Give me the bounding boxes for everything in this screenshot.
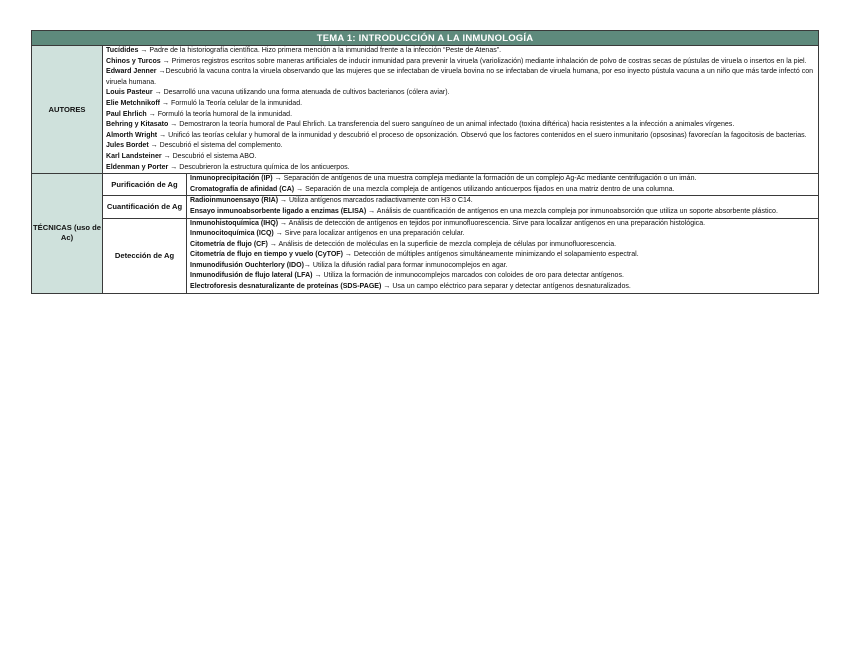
summary-table	[31, 30, 819, 294]
author-entry: Louis Pasteur → Desarrolló una vacuna utilizando una forma atenuada de cultivos bacterianos (cólera aviar).	[106, 89, 450, 97]
technique-entry: Inmunoprecipitación (IP) → Separación de antígenos de una muestra compleja mediante la formación de un complejo Ag-Ac mediante centrifugación o un imán.	[190, 175, 697, 183]
group-label-cuantificacion: Cuantificación de Ag	[103, 196, 187, 218]
autores-row	[32, 46, 819, 174]
author-entry: Chinos y Turcos → Primeros registros escritos sobre maneras artificiales de inducir inmunidad para prevenir la viruela (variolización) mediante inhalación de polvo de costras secas de pústulas de viruela o insertos en la piel.	[106, 57, 807, 65]
tecnicas-row-purificacion	[32, 174, 819, 196]
group-label-deteccion: Detección de Ag	[103, 218, 187, 293]
author-entry: Eldenman y Porter → Descubrieron la estructura química de los anticuerpos.	[106, 163, 350, 171]
tecnicas-row-deteccion	[32, 218, 819, 293]
autores-label: AUTORES	[32, 46, 103, 174]
autores-content	[103, 46, 819, 174]
technique-entry: Cromatografía de afinidad (CA) → Separación de una mezcla compleja de antígenos utilizando anticuerpos fijados en una matriz dentro de una columna.	[190, 185, 675, 193]
group-label-purificacion: Purificación de Ag	[103, 174, 187, 196]
author-entry: Edward Jenner →Descubrió la vacuna contra la viruela observando que las mujeres que se infectaban de viruela bovina no se infectaban de viruela humana, por eso inyecto pústula vacuna a un niño que más tarde infectó con viruela humana.	[106, 68, 814, 86]
tecnicas-label: TÉCNICAS (uso de Ac)	[32, 174, 103, 294]
group-content-cuantificacion	[187, 196, 819, 218]
group-content-purificacion	[187, 174, 819, 196]
technique-entry: Inmunodifusión de flujo lateral (LFA) → Utiliza la formación de inmunocomplejos marcados con coloides de oro para detectar antígenos.	[190, 272, 624, 280]
technique-entry: Inmunocitoquímica (ICQ) → Sirve para localizar antígenos en una preparación celular.	[190, 230, 465, 238]
technique-entry: Inmunodifusión Ouchterlory (IDO)→ Utiliza la difusión radial para formar inmunocomplejos en agar.	[190, 261, 508, 269]
technique-entry: Inmunohistoquímica (IHQ) → Análisis de detección de antígenos en tejidos por inmunofluorescencia. Sirve para localizar antígenos en una preparación histológica.	[190, 219, 706, 227]
author-entry: Almorth Wright → Unificó las teorías celular y humoral de la inmunidad y descubrió el proceso de opsonización. Observó que los factores contenidos en el suero inmunitario (opsosinas) favorecían la fagocitosis de bacterias.	[106, 131, 807, 139]
technique-entry: Ensayo inmunoabsorbente ligado a enzimas (ELISA) → Análisis de cuantificación de antígenos en una mezcla compleja por inmunoabsorción que utiliza un soporte absorbente plástico.	[190, 207, 778, 215]
author-entry: Tucídides → Padre de la historiografía científica. Hizo primera mención a la inmunidad frente a la infección “Peste de Atenas”.	[106, 47, 502, 54]
author-entry: Paul Ehrlich → Formuló la teoría humoral de la inmunidad.	[106, 110, 293, 118]
group-content-deteccion	[187, 218, 819, 293]
technique-entry: Radioinmunoensayo (RIA) → Utiliza antígenos marcados radiactivamente con H3 o C14.	[190, 197, 473, 205]
author-entry: Jules Bordet → Descubrió el sistema del complemento.	[106, 142, 283, 150]
author-entry: Elie Metchnikoff → Formuló la Teoría celular de la inmunidad.	[106, 99, 303, 107]
technique-entry: Citometría de flujo (CF) → Análisis de detección de moléculas en la superficie de mezcla compleja de células por inmunofluorescencia.	[190, 240, 617, 248]
tecnicas-row-cuantificacion	[32, 196, 819, 218]
table-title: TEMA 1: INTRODUCCIÓN A LA INMUNOLOGÍA	[32, 31, 819, 46]
technique-entry: Electroforesis desnaturalizante de proteínas (SDS-PAGE) → Usa un campo eléctrico para separar y detectar antígenos desnaturalizados.	[190, 283, 631, 291]
author-entry: Karl Landsteiner → Descubrió el sistema ABO.	[106, 152, 257, 160]
author-entry: Behring y Kitasato → Demostraron la teoría humoral de Paul Ehrlich. La transferencia del suero sanguíneo de un animal infectado (toxina diftérica) hacia resistentes a la infección a animales vírgenes.	[106, 121, 735, 129]
technique-entry: Citometría de flujo en tiempo y vuelo (CyTOF) → Detección de múltiples antígenos simultáneamente minimizando el solapamiento espectral.	[190, 251, 639, 259]
